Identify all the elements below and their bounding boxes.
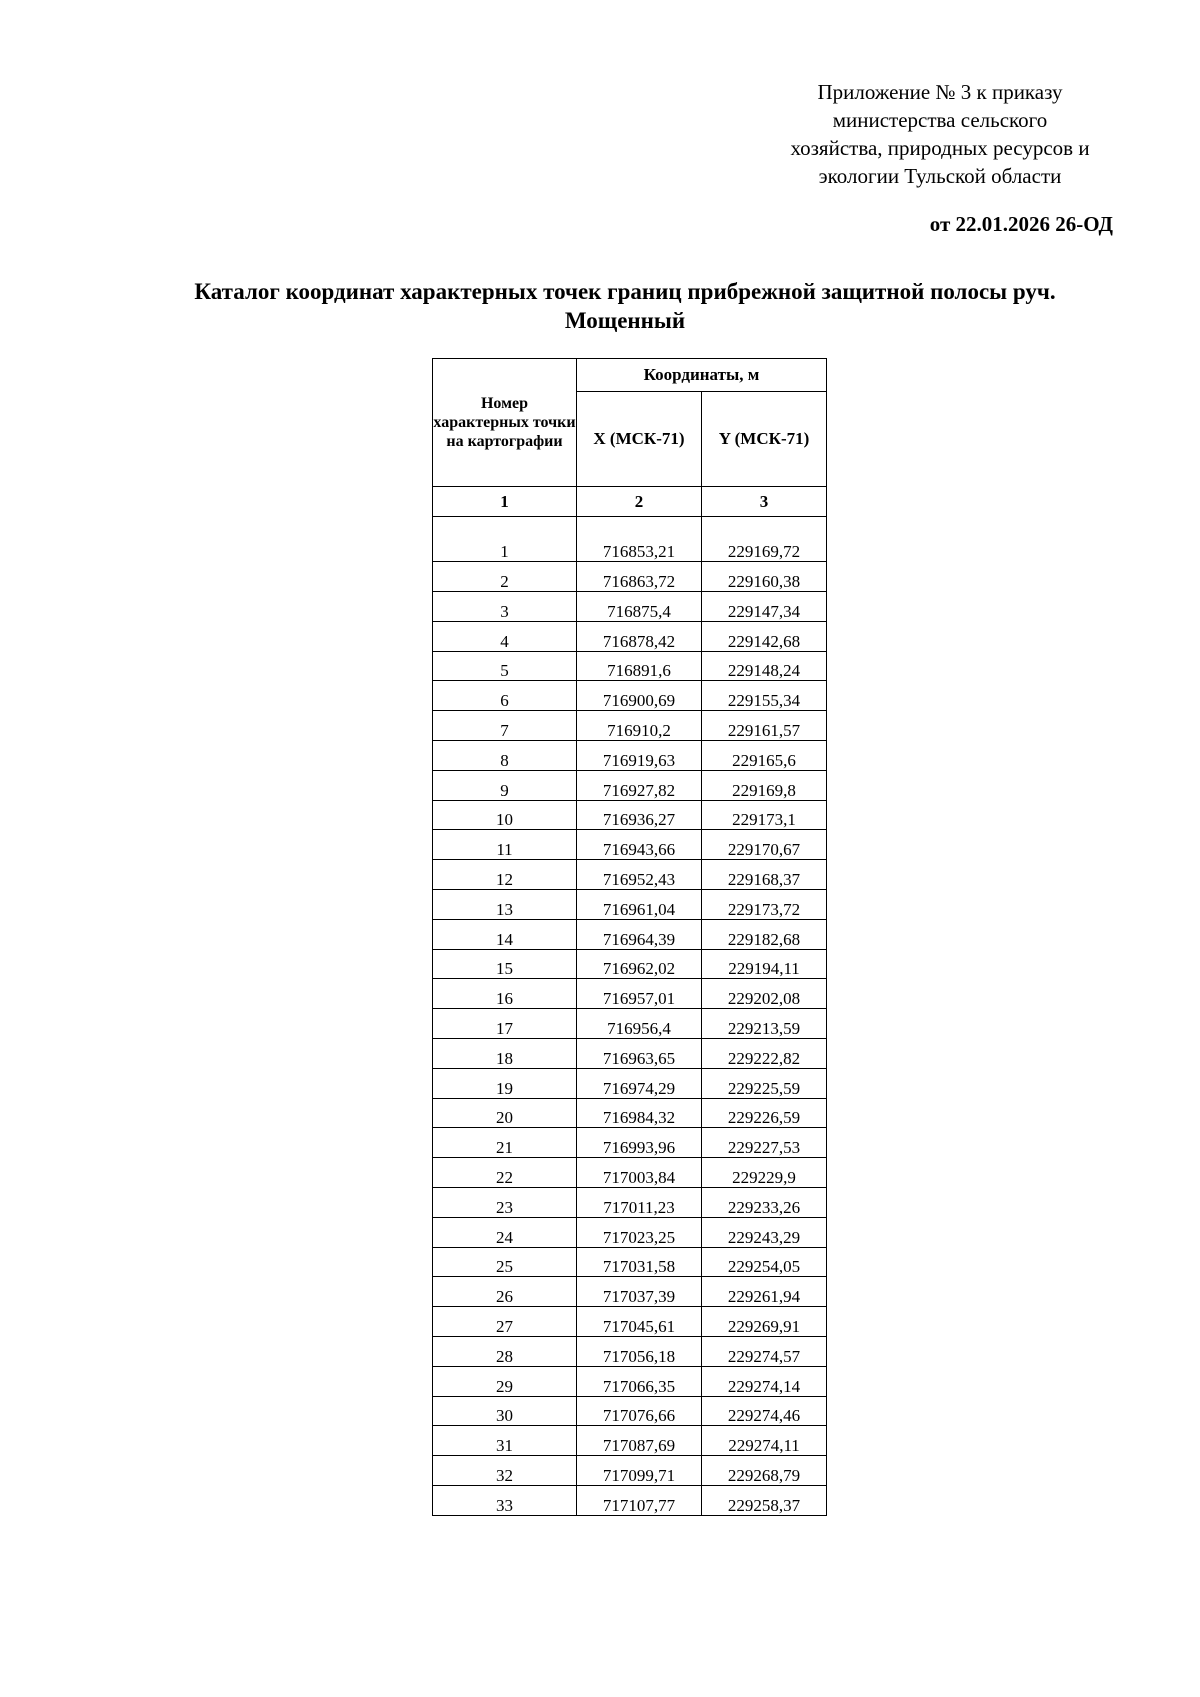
x-coordinate-cell: 717003,84 [577,1158,702,1188]
point-number-cell: 31 [433,1426,577,1456]
table-row [433,800,827,830]
document-title [140,277,1110,335]
point-number-cell: 32 [433,1456,577,1486]
y-coordinate-cell: 229268,79 [702,1456,827,1486]
y-coordinate-cell: 229182,68 [702,919,827,949]
header-point-number: Номер характерных точки на картографии [433,359,577,487]
point-number-cell: 7 [433,711,577,741]
table-row [433,1188,827,1218]
appendix-line: Приложение № 3 к приказу [817,80,1063,104]
y-coordinate-cell: 229155,34 [702,681,827,711]
title-line-1: Каталог координат характерных точек границ прибрежной защитной полосы руч. [194,279,1056,304]
x-coordinate-cell: 716936,27 [577,800,702,830]
x-coordinate-cell: 716993,96 [577,1128,702,1158]
x-coordinate-cell: 716984,32 [577,1098,702,1128]
point-number-cell: 14 [433,919,577,949]
table-row [433,830,827,860]
point-number-cell: 2 [433,562,577,592]
y-coordinate-cell: 229243,29 [702,1217,827,1247]
x-coordinate-cell: 717107,77 [577,1486,702,1516]
point-number-cell: 12 [433,860,577,890]
y-coordinate-cell: 229194,11 [702,949,827,979]
x-coordinate-cell: 717011,23 [577,1188,702,1218]
table-row [433,711,827,741]
x-coordinate-cell: 717087,69 [577,1426,702,1456]
y-coordinate-cell: 229148,24 [702,651,827,681]
table-row [433,681,827,711]
y-coordinate-cell: 229161,57 [702,711,827,741]
point-number-cell: 1 [433,532,577,562]
table-row [433,919,827,949]
table-row [433,651,827,681]
point-number-cell: 13 [433,890,577,920]
point-number-cell: 28 [433,1337,577,1367]
table-row [433,1158,827,1188]
y-coordinate-cell: 229225,59 [702,1068,827,1098]
x-coordinate-cell: 716875,4 [577,592,702,622]
point-number-cell: 29 [433,1366,577,1396]
table-row [433,562,827,592]
y-coordinate-cell: 229147,34 [702,592,827,622]
y-coordinate-cell: 229169,8 [702,770,827,800]
table-row [433,979,827,1009]
y-coordinate-cell: 229227,53 [702,1128,827,1158]
table-row [433,1247,827,1277]
table-row [433,1039,827,1069]
column-index: 2 [577,487,702,517]
point-number-cell: 33 [433,1486,577,1516]
x-coordinate-cell: 716853,21 [577,532,702,562]
y-coordinate-cell: 229233,26 [702,1188,827,1218]
x-coordinate-cell: 716910,2 [577,711,702,741]
x-coordinate-cell: 716961,04 [577,890,702,920]
table-row [433,770,827,800]
point-number-cell: 5 [433,651,577,681]
y-coordinate-cell: 229254,05 [702,1247,827,1277]
point-number-cell: 21 [433,1128,577,1158]
column-index: 1 [433,487,577,517]
table-row [433,621,827,651]
table-row [433,1337,827,1367]
point-number-cell: 4 [433,621,577,651]
x-coordinate-cell: 716919,63 [577,741,702,771]
point-number-cell: 25 [433,1247,577,1277]
table-row [433,860,827,890]
y-coordinate-cell: 229274,46 [702,1396,827,1426]
y-coordinate-cell: 229222,82 [702,1039,827,1069]
table-row [433,1009,827,1039]
point-number-cell: 19 [433,1068,577,1098]
title-line-2: Мощенный [564,308,686,333]
y-coordinate-cell: 229170,67 [702,830,827,860]
point-number-cell: 30 [433,1396,577,1426]
x-coordinate-cell: 716964,39 [577,919,702,949]
y-coordinate-cell: 229258,37 [702,1486,827,1516]
x-coordinate-cell: 717031,58 [577,1247,702,1277]
point-number-cell: 23 [433,1188,577,1218]
appendix-note [760,78,1120,190]
column-index: 3 [702,487,827,517]
table-row [433,1456,827,1486]
y-coordinate-cell: 229269,91 [702,1307,827,1337]
x-coordinate-cell: 717076,66 [577,1396,702,1426]
point-number-cell: 3 [433,592,577,622]
x-coordinate-cell: 716900,69 [577,681,702,711]
header-x: X (МСК-71) [577,392,702,487]
table-row [433,741,827,771]
point-number-cell: 27 [433,1307,577,1337]
table-row [433,1277,827,1307]
y-coordinate-cell: 229229,9 [702,1158,827,1188]
table-row [433,1426,827,1456]
x-coordinate-cell: 717066,35 [577,1366,702,1396]
x-coordinate-cell: 716957,01 [577,979,702,1009]
table-row [433,1068,827,1098]
y-coordinate-cell: 229202,08 [702,979,827,1009]
y-coordinate-cell: 229142,68 [702,621,827,651]
x-coordinate-cell: 717037,39 [577,1277,702,1307]
table-row [433,1366,827,1396]
point-number-cell: 8 [433,741,577,771]
y-coordinate-cell: 229226,59 [702,1098,827,1128]
y-coordinate-cell: 229173,72 [702,890,827,920]
y-coordinate-cell: 229160,38 [702,562,827,592]
point-number-cell: 15 [433,949,577,979]
x-coordinate-cell: 717099,71 [577,1456,702,1486]
header-y: Y (МСК-71) [702,392,827,487]
x-coordinate-cell: 716974,29 [577,1068,702,1098]
point-number-cell: 17 [433,1009,577,1039]
y-coordinate-cell: 229173,1 [702,800,827,830]
table-row [433,1128,827,1158]
point-number-cell: 10 [433,800,577,830]
table-row [433,1217,827,1247]
y-coordinate-cell: 229168,37 [702,860,827,890]
y-coordinate-cell: 229274,14 [702,1366,827,1396]
point-number-cell: 22 [433,1158,577,1188]
x-coordinate-cell: 716962,02 [577,949,702,979]
point-number-cell: 20 [433,1098,577,1128]
point-number-cell: 24 [433,1217,577,1247]
y-coordinate-cell: 229274,57 [702,1337,827,1367]
header-coordinates: Координаты, м [577,359,827,392]
y-coordinate-cell: 229213,59 [702,1009,827,1039]
x-coordinate-cell: 716878,42 [577,621,702,651]
table-row [433,532,827,562]
x-coordinate-cell: 716963,65 [577,1039,702,1069]
table-row [433,1098,827,1128]
x-coordinate-cell: 716956,4 [577,1009,702,1039]
point-number-cell: 9 [433,770,577,800]
y-coordinate-cell: 229169,72 [702,532,827,562]
x-coordinate-cell: 717023,25 [577,1217,702,1247]
coordinates-table [432,358,827,1516]
table-row [433,1486,827,1516]
table-row [433,890,827,920]
appendix-line: министерства сельского [832,108,1048,132]
table-row [433,949,827,979]
point-number-cell: 18 [433,1039,577,1069]
x-coordinate-cell: 717056,18 [577,1337,702,1367]
x-coordinate-cell: 716943,66 [577,830,702,860]
order-date: от 22.01.2026 26-ОД [929,212,1113,236]
x-coordinate-cell: 716891,6 [577,651,702,681]
table-row [433,592,827,622]
table-row [433,1307,827,1337]
x-coordinate-cell: 716927,82 [577,770,702,800]
x-coordinate-cell: 716952,43 [577,860,702,890]
table-row [433,1396,827,1426]
appendix-line: экологии Тульской области [818,164,1062,188]
x-coordinate-cell: 717045,61 [577,1307,702,1337]
spacer-row [433,517,827,533]
point-number-cell: 16 [433,979,577,1009]
point-number-cell: 6 [433,681,577,711]
point-number-cell: 26 [433,1277,577,1307]
x-coordinate-cell: 716863,72 [577,562,702,592]
point-number-cell: 11 [433,830,577,860]
appendix-line: хозяйства, природных ресурсов и [790,136,1090,160]
y-coordinate-cell: 229274,11 [702,1426,827,1456]
y-coordinate-cell: 229261,94 [702,1277,827,1307]
y-coordinate-cell: 229165,6 [702,741,827,771]
